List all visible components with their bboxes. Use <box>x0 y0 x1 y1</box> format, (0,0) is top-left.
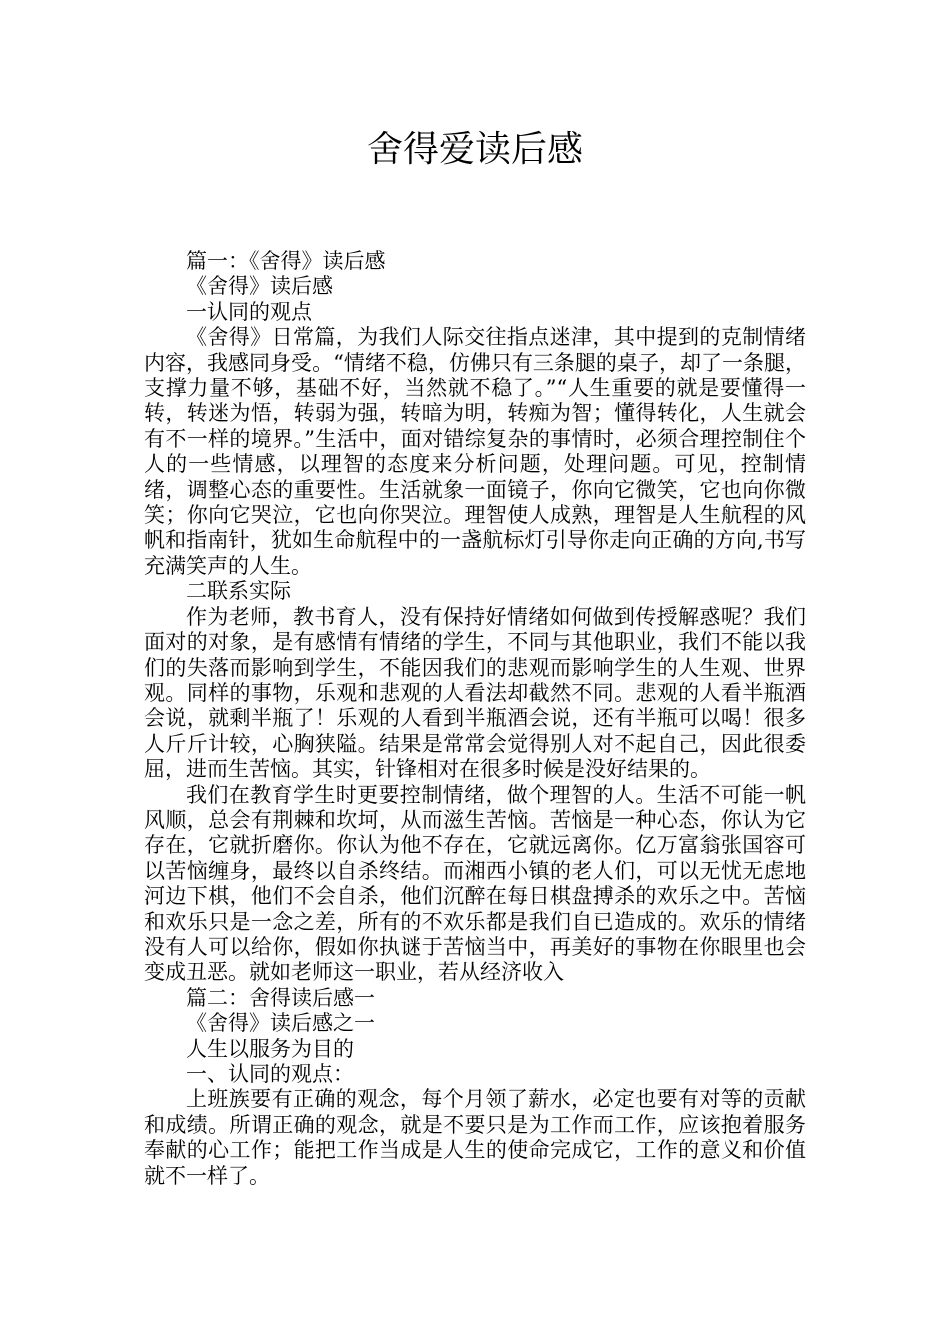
subtitle: 《舍得》读后感之一 <box>186 1011 375 1036</box>
subsection-heading: 一、认同的观点： <box>186 1062 354 1086</box>
paragraph: 作为老师，教书育人，没有保持好情绪如何做到传授解惑呢？我们面对的对象，是有感情有情绪的学生，不同与其他职业，我们不能以我们的失落而影响到学生，不能因我们的悲观而影响学生的人生观、世界观。同样的事物，乐观和悲观的人看法却截然不同。悲观的人看半瓶酒会说，就剩半瓶了！乐观的人看到半瓶酒会说，还有半瓶可以喝！很多人斤斤计较，心胸狭隘。结果是常常会觉得别人对不起自己，因此很委屈，进而生苦恼。其实，针锋相对在很多时候是没好结果的。 <box>144 604 806 782</box>
section-heading: 篇二：舍得读后感一 <box>186 985 375 1010</box>
document-title: 舍得爱读后感 <box>366 129 583 170</box>
subsection-heading: 一认同的观点 <box>186 299 312 324</box>
paragraph: 我们在教育学生时更要控制情绪，做个理智的人。生活不可能一帆风顺，总会有荆棘和坎坷，从而滋生苦恼。苦恼是一种心态，你认为它存在，它就折磨你。你认为他不存在，它就远离你。亿万富翁张国容可以苦恼缠身，最终以自杀终结。而湘西小镇的老人们，可以无忧无虑地河边下棋，他们不会自杀，他们沉醉在每日棋盘搏杀的欢乐之中。苦恼和欢乐只是一念之差，所有的不欢乐都是我们自已造成的。欢乐的情绪没有人可以给你，假如你执谜于苦恼当中，再美好的事物在你眼里也会变成丑恶。就如老师这一职业，若从经济收入 <box>144 782 806 985</box>
document-body <box>144 249 806 1189</box>
paragraph: 上班族要有正确的观念，每个月领了薪水，必定也要有对等的贡献和成绩。所谓正确的观念，就是不要只是为工作而工作，应该抱着服务奉献的心工作；能把工作当成是人生的使命完成它，工作的意义和价值就不一样了。 <box>144 1087 806 1188</box>
subtitle: 人生以服务为目的 <box>186 1036 354 1061</box>
paragraph: 《舍得》日常篇，为我们人际交往指点迷津，其中提到的克制情绪内容，我感同身受。“情绪不稳，仿佛只有三条腿的桌子，却了一条腿，支撑力量不够，基础不好，当然就不稳了。”“人生重要的就是要懂得一转，转迷为悟，转弱为强，转暗为明，转痴为智；懂得转化，人生就会有不一样的境界。”生活中，面对错综复杂的事情时，必须合理控制住个人的一些情感，以理智的态度来分析问题，处理问题。可见，控制情绪，调整心态的重要性。生活就象一面镜子，你向它微笑，它也向你微笑；你向它哭泣，它也向你哭泣。理智使人成熟，理智是人生航程的风帆和指南针，犹如生命航程中的一盏航标灯引导你走向正确的方向,书写充满笑声的人生。 <box>144 325 806 578</box>
subtitle: 《舍得》读后感 <box>186 274 333 299</box>
subsection-heading: 二联系实际 <box>186 579 291 604</box>
section-heading: 篇一：《舍得》读后感 <box>186 249 386 273</box>
